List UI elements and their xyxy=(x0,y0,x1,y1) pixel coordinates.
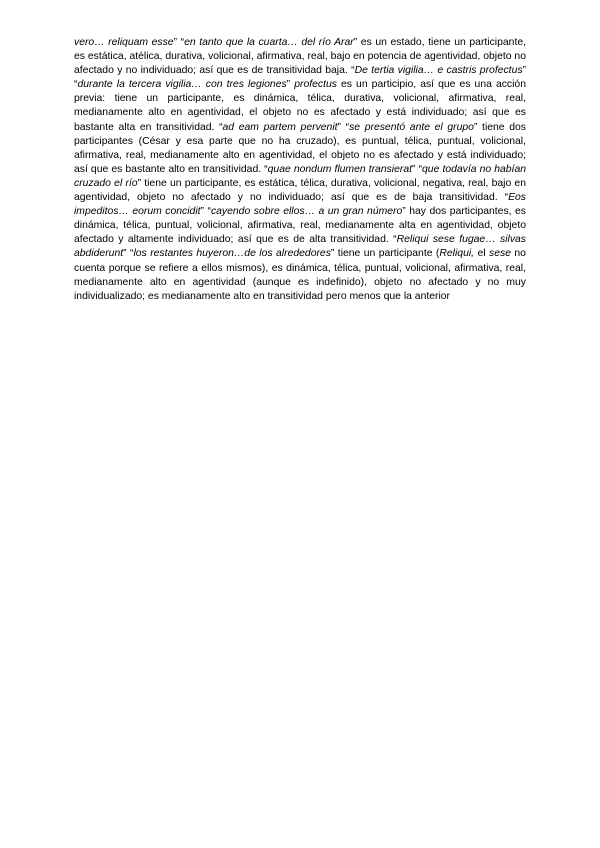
latin-quote-3: ad eam partem pervenit xyxy=(222,121,338,133)
text-segment-11: ” hay dos participantes, es dinámica, télica, puntual, volicional, afirmativa, real, medianamente alta en agentividad, objeto afectado y altamente individuado; así que es de alta transitividad. “ xyxy=(74,206,526,246)
text-segment-5: es un participio, así que es una acción previa: tiene un participante, es dinámica, télica, durativa, volicional, afirmativa, real, medianamente alto en agentividad, el objeto no es afectado y está individuado; así que es bastante alta en transitividad. “ xyxy=(74,79,526,133)
text-segment-14: el xyxy=(474,248,490,260)
document-page xyxy=(74,36,526,304)
text-segment-4: ” xyxy=(286,79,295,91)
text-segment-3: ” “ xyxy=(74,65,527,91)
latin-quote-2: De tertia vigilia… e castris profectus xyxy=(354,65,523,77)
body-paragraph xyxy=(74,36,526,304)
text-segment-15: no cuenta porque se refiere a ellos mismos), es dinámica, télica, puntual, volicional, afirmativa, real, medianamente alto en agentividad (aunque es indefinido), objeto no afectado y no muy individualizado; es medianamente alto en transitividad pero menos que la anterior xyxy=(74,248,526,302)
translation-quote-1: en tanto que la cuarta… del río Arar xyxy=(184,37,354,48)
text-segment-6: ” “ xyxy=(337,121,350,133)
latin-term-profectus: profectus xyxy=(294,79,337,91)
text-segment-9: ” tiene un participante, es estática, télica, durativa, volicional, negativa, real, bajo en agentividad, objeto no afectado y no individuado; así que es de baja transitividad. “ xyxy=(74,177,526,204)
latin-term-reliqui: Reliqui, xyxy=(439,248,475,260)
latin-quote-4: quae nondum flumen transierat xyxy=(267,163,413,175)
text-segment-1: ” “ xyxy=(173,37,185,48)
text-segment-12: ” “ xyxy=(123,248,134,260)
latin-quote-1: vero… reliquam esse xyxy=(74,37,174,48)
translation-quote-4: que todavía no habían cruzado el río xyxy=(74,163,527,189)
text-segment-8: ” “ xyxy=(412,163,423,175)
translation-quote-5: cayendo sobre ellos… a un gran número xyxy=(210,206,403,218)
text-segment-13: ” tiene un participante ( xyxy=(330,248,440,260)
translation-quote-6: los restantes huyeron…de los alrededores xyxy=(133,248,331,260)
text-segment-7: ” tiene dos participantes (César y esa parte que no ha cruzado), es puntual, télica, puntual, volicional, afirmativa, real, medianamente alto en agentividad, el objeto no es afectado y está individuado; así que es bastante alto en transitividad. “ xyxy=(74,121,526,175)
translation-quote-2: durante la tercera vigilia… con tres legiones xyxy=(77,79,287,91)
text-segment-10: ” “ xyxy=(200,206,211,218)
translation-quote-3: se presentó ante el grupo xyxy=(349,121,474,133)
latin-quote-5: Eos impeditos… eorum concidit xyxy=(74,192,526,218)
latin-term-sese: sese xyxy=(489,248,511,260)
latin-quote-6: Reliqui sese fugae… silvas abdiderunt xyxy=(74,234,526,260)
text-segment-2: ” es un estado, tiene un participante, es estática, atélica, durativa, volicional, afirmativa, real, bajo en potencia de agentividad, objeto no afectado y no individuado; así que es de transitividad baja. “ xyxy=(74,37,527,77)
